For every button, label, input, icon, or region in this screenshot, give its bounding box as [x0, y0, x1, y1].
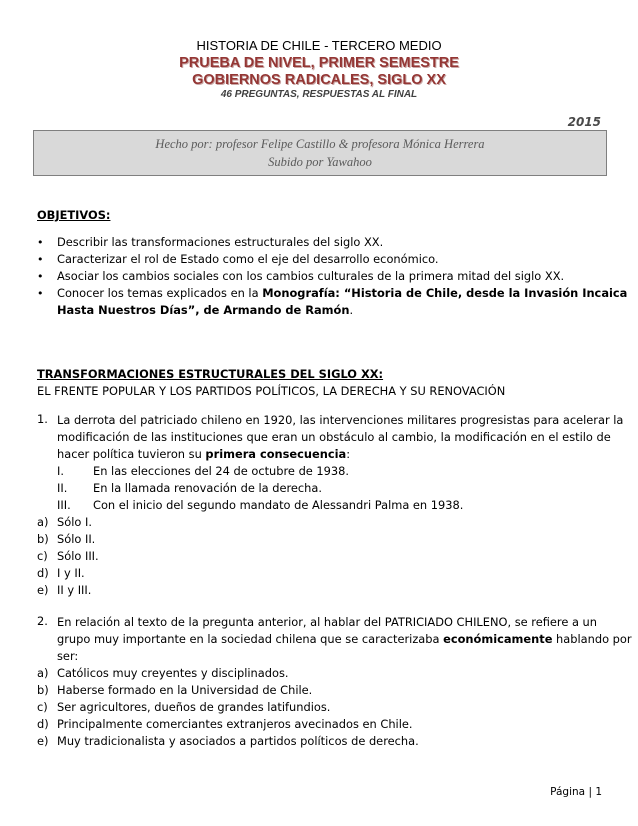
objectives-heading: OBJETIVOS: — [37, 208, 111, 222]
option-letter: e) — [37, 734, 49, 748]
credits-box — [33, 130, 607, 176]
monograph-author: Hasta Nuestros Días”, de Armando de Ramón — [57, 303, 350, 317]
exam-year: 2015 — [567, 115, 601, 129]
question-emphasis: económicamente — [443, 632, 553, 646]
objective-item: Asociar los cambios sociales con los cambios culturales de la primera mitad del siglo XX. — [57, 269, 565, 283]
document-title: HISTORIA DE CHILE - TERCERO MEDIO — [196, 38, 442, 53]
section-heading: TRANSFORMACIONES ESTRUCTURALES DEL SIGLO XX: — [37, 367, 384, 381]
question-text-part: hacer política tuvieron su — [57, 447, 206, 461]
question-emphasis: primera consecuencia — [205, 447, 347, 461]
objective-item: Caracterizar el rol de Estado como el eje del desarrollo económico. — [57, 252, 439, 266]
objective-item-continued — [57, 302, 353, 319]
roman-numeral: I. — [57, 464, 64, 478]
option-text: Sólo I. — [57, 515, 92, 529]
question-number: 2. — [37, 614, 48, 628]
option-letter: d) — [37, 717, 49, 731]
option-text: Sólo III. — [57, 549, 99, 563]
question-number: 1. — [37, 412, 48, 426]
option-text: II y III. — [57, 583, 92, 597]
option-letter: b) — [37, 532, 49, 546]
statement: En la llamada renovación de la derecha. — [93, 481, 322, 495]
exam-topic: GOBIERNOS RADICALES, SIGLO XX — [192, 72, 446, 88]
question-text: modificación de las instituciones que eran un obstáculo al cambio, la modificación en el estilo de — [57, 430, 611, 444]
objective-text: Conocer los temas explicados en la — [57, 286, 263, 300]
statement: En las elecciones del 24 de octubre de 1938. — [93, 464, 350, 478]
question-text: La derrota del patriciado chileno en 1920, las intervenciones militares progresistas para acelerar la — [57, 413, 624, 427]
page-number: Página | 1 — [550, 786, 602, 798]
statement: Con el inicio del segundo mandato de Alessandri Palma en 1938. — [93, 498, 464, 512]
question-text-part: grupo muy importante en la sociedad chilena que se caracterizaba — [57, 632, 444, 646]
option-letter: d) — [37, 566, 49, 580]
credits-authors: Hecho por: profesor Felipe Castillo & profesora Mónica Herrera — [155, 137, 485, 151]
question-text — [57, 631, 632, 648]
bullet: • — [37, 236, 44, 249]
objective-item — [57, 285, 627, 302]
option-letter: a) — [37, 666, 49, 680]
bullet: • — [37, 287, 44, 300]
option-text: Católicos muy creyentes y disciplinados. — [57, 666, 289, 680]
option-text: Haberse formado en la Universidad de Chile. — [57, 683, 313, 697]
roman-numeral: III. — [57, 498, 71, 512]
option-letter: e) — [37, 583, 49, 597]
question-text: ser: — [57, 649, 79, 663]
option-text: I y II. — [57, 566, 85, 580]
option-letter: a) — [37, 515, 49, 529]
credits-uploader: Subido por Yawahoo — [268, 155, 372, 169]
option-text: Muy tradicionalista y asociados a partidos políticos de derecha. — [57, 734, 419, 748]
question-text-part: hablando por — [552, 632, 632, 646]
exam-title: PRUEBA DE NIVEL, PRIMER SEMESTRE — [179, 55, 459, 71]
question-text-part: : — [346, 447, 351, 461]
question-text — [57, 446, 350, 463]
option-letter: b) — [37, 683, 49, 697]
option-letter: c) — [37, 549, 48, 563]
bullet: • — [37, 253, 44, 266]
option-text: Principalmente comerciantes extranjeros avecinados en Chile. — [57, 717, 413, 731]
objective-end: . — [349, 303, 354, 317]
bullet: • — [37, 270, 44, 283]
option-text: Ser agricultores, dueños de grandes latifundios. — [57, 700, 331, 714]
question-text: En relación al texto de la pregunta anterior, al hablar del PATRICIADO CHILENO, se refiere a un — [57, 615, 597, 629]
monograph-reference: Monografía: “Historia de Chile, desde la Invasión Incaica — [262, 286, 628, 300]
section-subheading: EL FRENTE POPULAR Y LOS PARTIDOS POLÍTICOS, LA DERECHA Y SU RENOVACIÓN — [37, 384, 506, 398]
option-text: Sólo II. — [57, 532, 96, 546]
option-letter: c) — [37, 700, 48, 714]
objective-item: Describir las transformaciones estructurales del siglo XX. — [57, 235, 384, 249]
roman-numeral: II. — [57, 481, 68, 495]
exam-subtitle: 46 PREGUNTAS, RESPUESTAS AL FINAL — [220, 89, 418, 100]
